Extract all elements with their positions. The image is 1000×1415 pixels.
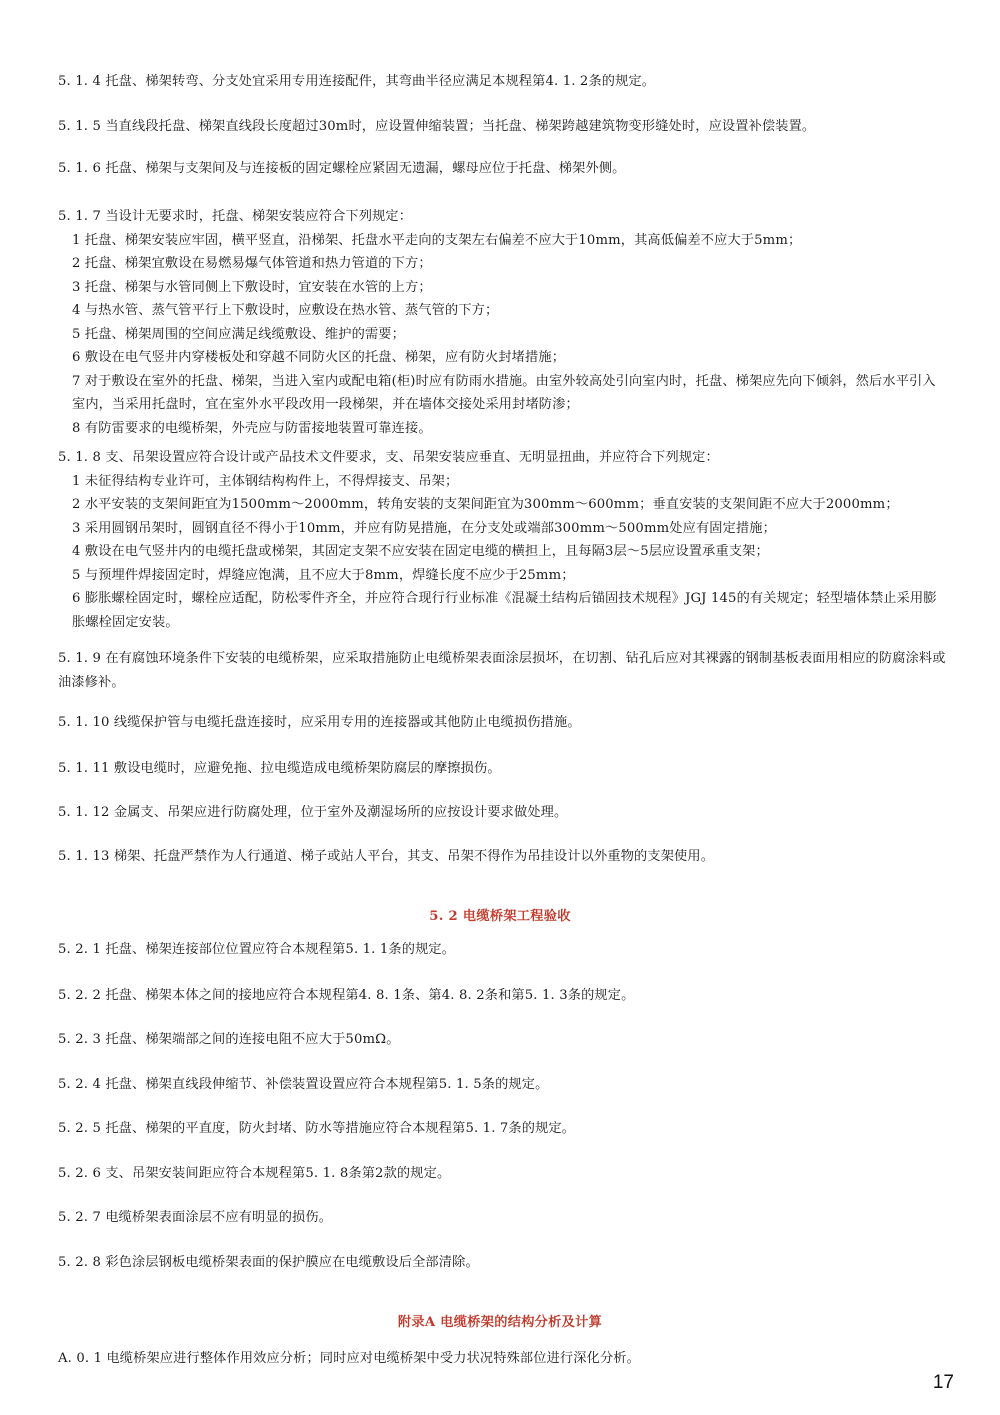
clause-5-1-11: 5. 1. 11 敷设电缆时，应避免拖、拉电缆造成电缆桥架防腐层的摩擦损伤。 [58, 761, 501, 776]
clause-5-1-7 [58, 205, 948, 440]
list-item: 4 与热水管、蒸气管平行上下敷设时，应敷设在热水管、蒸气管的下方； [72, 303, 499, 318]
list-item: 8 有防雷要求的电缆桥架，外壳应与防雷接地装置可靠连接。 [72, 420, 432, 436]
list-item: 4 敷设在电气竖井内的电缆托盘或梯架，其固定支架不应安装在固定电缆的横担上，且每隔3层～5层应设置承重支架； [72, 544, 769, 559]
list-item: 3 采用圆钢吊架时，圆钢直径不得小于10mm，并应有防晃措施，在分支处或端部300mm～500mm处应有固定措施； [72, 520, 776, 536]
clause-5-2-1: 5. 2. 1 托盘、梯架连接部位位置应符合本规程第5. 1. 1条的规定。 [58, 942, 456, 957]
clause-5-2-6: 5. 2. 6 支、吊架安装间距应符合本规程第5. 1. 8条第2款的规定。 [58, 1166, 451, 1181]
clause-lead: 5. 1. 7 当设计无要求时，托盘、梯架安装应符合下列规定： [58, 209, 413, 224]
clause-5-1-10: 5. 1. 10 线缆保护管与电缆托盘连接时，应采用专用的连接器或其他防止电缆损伤措施。 [58, 715, 581, 730]
clause-5-1-9: 5. 1. 9 在有腐蚀环境条件下安装的电缆桥架，应采取措施防止电缆桥架表面涂层损坏，在切割、钻孔后应对其裸露的钢制基板表面用相应的防腐涂料或油漆修补。 [58, 651, 946, 690]
clause-5-1-5: 5. 1. 5 当直线段托盘、梯架直线段长度超过30m时，应设置伸缩装置；当托盘、梯架跨越建筑物变形缝处时，应设置补偿装置。 [58, 119, 816, 134]
list-item: 6 敷设在电气竖井内穿楼板处和穿越不同防火区的托盘、梯架，应有防火封堵措施； [72, 350, 566, 365]
clause-5-2-8: 5. 2. 8 彩色涂层钢板电缆桥架表面的保护膜应在电缆敷设后全部清除。 [58, 1255, 479, 1270]
clause-5-1-12: 5. 1. 12 金属支、吊架应进行防腐处理，位于室外及潮湿场所的应按设计要求做处理。 [58, 805, 568, 820]
clause-5-2-7: 5. 2. 7 电缆桥架表面涂层不应有明显的损伤。 [58, 1210, 333, 1225]
clause-5-2-4: 5. 2. 4 托盘、梯架直线段伸缩节、补偿装置设置应符合本规程第5. 1. 5条的规定。 [58, 1077, 549, 1092]
list-item: 2 水平安装的支架间距宜为1500mm～2000mm，转角安装的支架间距宜为300mm～600mm；垂直安装的支架间距不应大于2000mm； [72, 497, 899, 512]
clause-5-1-8 [58, 446, 948, 634]
clause-5-1-13: 5. 1. 13 梯架、托盘严禁作为人行通道、梯子或站人平台，其支、吊架不得作为吊挂设计以外重物的支架使用。 [58, 849, 715, 864]
clause-a-0-1: A. 0. 1 电缆桥架应进行整体作用效应分析；同时应对电缆桥架中受力状况特殊部位进行深化分析。 [58, 1351, 640, 1366]
list-item: 6 膨胀螺栓固定时，螺栓应适配，防松零件齐全，并应符合现行行业标准《混凝土结构后锚固技术规程》JGJ 145的有关规定；轻型墙体禁止采用膨胀螺栓固定安装。 [72, 591, 937, 630]
section-heading-5-2: 5. 2 电缆桥架工程验收 [429, 909, 571, 924]
clause-5-2-2: 5. 2. 2 托盘、梯架本体之间的接地应符合本规程第4. 8. 1条、第4. 8. 2条和第5. 1. 3条的规定。 [58, 988, 635, 1003]
clause-5-1-4: 5. 1. 4 托盘、梯架转弯、分支处宜采用专用连接配件，其弯曲半径应满足本规程第4. 1. 2条的规定。 [58, 74, 656, 89]
list-item: 3 托盘、梯架与水管同侧上下敷设时，宜安装在水管的上方； [72, 279, 432, 295]
page-number: 17 [932, 1372, 954, 1393]
list-item: 2 托盘、梯架宜敷设在易燃易爆气体管道和热力管道的下方； [72, 256, 432, 271]
clause-lead: 5. 1. 8 支、吊架设置应符合设计或产品技术文件要求，支、吊架安装应垂直、无明显扭曲，并应符合下列规定： [58, 450, 719, 465]
clause-5-2-5: 5. 2. 5 托盘、梯架的平直度，防火封堵、防水等措施应符合本规程第5. 1. 7条的规定。 [58, 1121, 576, 1136]
list-item: 1 未征得结构专业许可，主体钢结构构件上，不得焊接支、吊架； [72, 473, 459, 489]
appendix-heading: 附录A 电缆桥架的结构分析及计算 [397, 1315, 603, 1330]
clause-5-2-3: 5. 2. 3 托盘、梯架端部之间的连接电阻不应大于50mΩ。 [58, 1032, 400, 1047]
list-item: 5 与预埋件焊接固定时，焊缝应饱满，且不应大于8mm，焊缝长度不应少于25mm； [72, 567, 575, 583]
list-item: 7 对于敷设在室外的托盘、梯架，当进入室内或配电箱(柜)时应有防雨水措施。由室外较高处引向室内时，托盘、梯架应先向下倾斜，然后水平引入室内，当采用托盘时，宜在室外水平段改用一段梯架，并在墙体交接处采用封堵防渗； [72, 373, 936, 412]
list-item: 5 托盘、梯架周围的空间应满足线缆敷设、维护的需要； [72, 326, 405, 342]
list-item: 1 托盘、梯架安装应牢固，横平竖直，沿梯架、托盘水平走向的支架左右偏差不应大于10mm，其高低偏差不应大于5mm； [72, 232, 802, 248]
clause-5-1-6: 5. 1. 6 托盘、梯架与支架间及与连接板的固定螺栓应紧固无遗漏，螺母应位于托盘、梯架外侧。 [58, 161, 626, 176]
